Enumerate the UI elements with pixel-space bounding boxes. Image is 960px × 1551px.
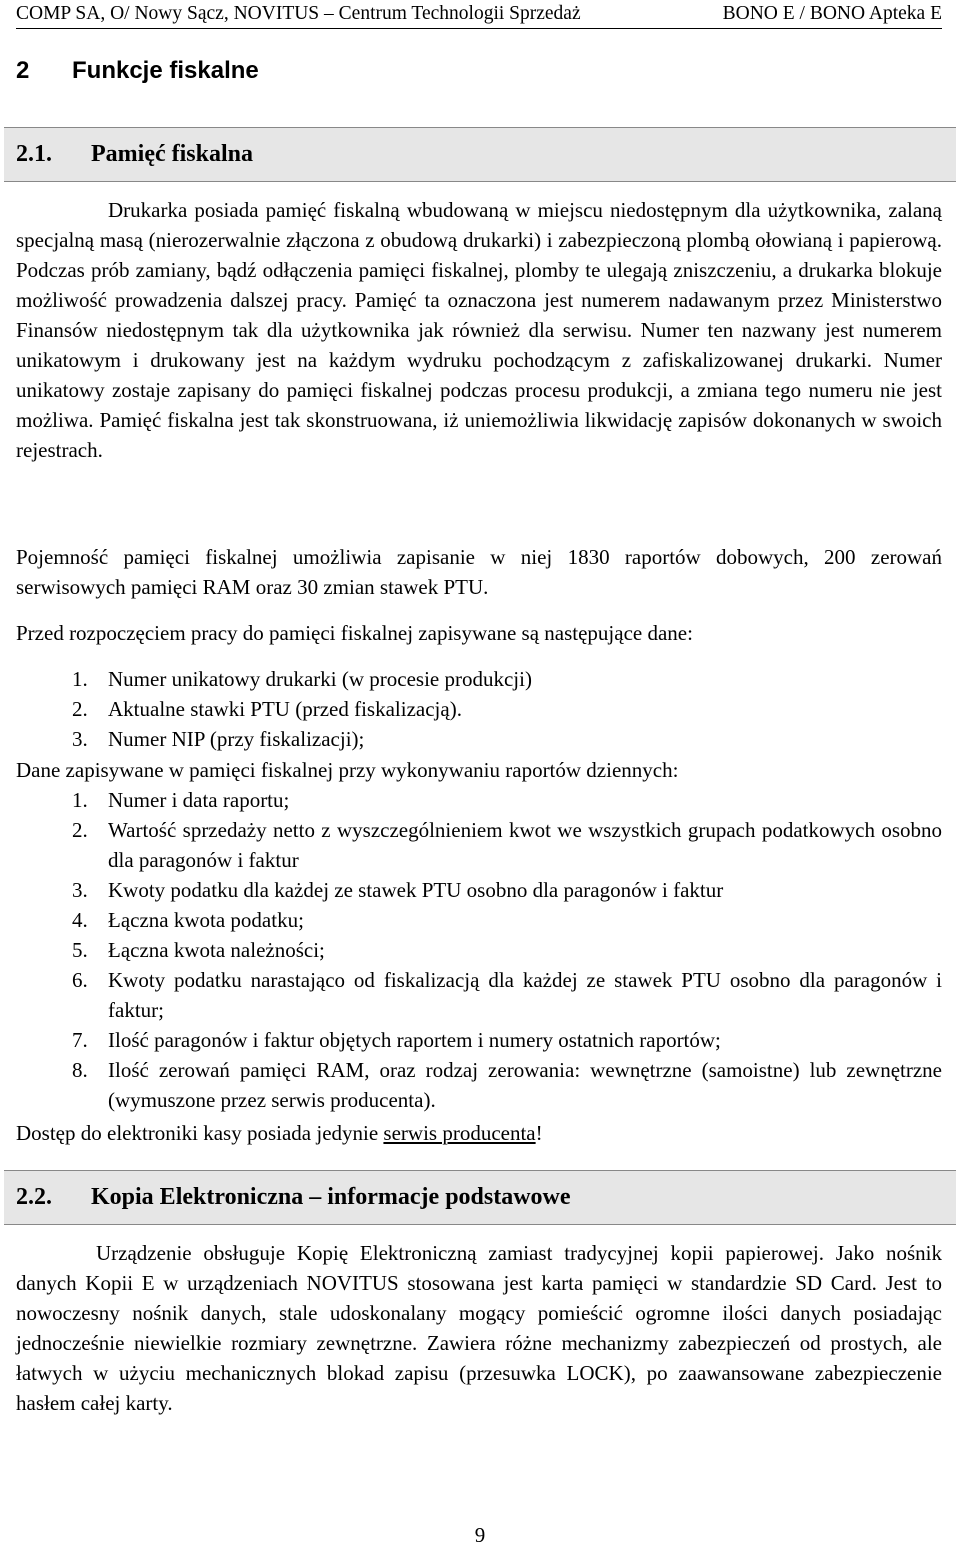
list-item-text: Numer i data raportu; xyxy=(108,788,290,812)
paragraph-electronic-copy: Urządzenie obsługuje Kopię Elektroniczną zamiast tradycyjnej kopii papierowej. Jako nośnik danych Kopii E w urządzeniach NOVITUS stosowana jest karta pamięci w standardzie SD Card. Jest to nowoczesny nośnik danych, stale udoskonalany mogący pomieścić ogromne ilości danych posiadając jednocześnie niewielkie rozmiary zewnętrzne. Zawiera różne mechanizmy zabezpieczeń od prostych, ale łatwych w użyciu mechanicznych blokad zapisu (przesuwka LOCK), po zaawansowane zabezpieczenie hasłem całej karty. xyxy=(16,1241,942,1415)
chapter-heading xyxy=(16,56,259,86)
section-title: Pamięć fiskalna xyxy=(91,141,253,167)
list-item-text: Łączna kwota należności; xyxy=(108,938,325,962)
list-item-number: 5. xyxy=(72,938,88,962)
paragraph-before-work: Przed rozpoczęciem pracy do pamięci fiskalnej zapisywane są następujące dane: xyxy=(16,621,693,645)
list-item-text: Kwoty podatku narastająco od fiskalizacją dla każdej ze stawek PTU osobno dla paragonów i faktur; xyxy=(108,968,942,1022)
list-item-number: 1. xyxy=(72,667,88,691)
list-item-number: 6. xyxy=(72,968,88,992)
list-item xyxy=(16,664,942,694)
chapter-number: 2 xyxy=(16,57,30,84)
list-item-text: Aktualne stawki PTU (przed fiskalizacją). xyxy=(108,697,462,721)
list-item-text: Numer NIP (przy fiskalizacji); xyxy=(108,727,365,751)
list-item xyxy=(16,935,942,965)
section-number: 2.1. xyxy=(16,141,52,167)
section-heading-2-2 xyxy=(4,1170,956,1225)
list-item-text: Łączna kwota podatku; xyxy=(108,908,304,932)
list-item-text: Ilość paragonów i faktur objętych raportem i numery ostatnich raportów; xyxy=(108,1028,721,1052)
chapter-title: Funkcje fiskalne xyxy=(72,57,259,84)
running-header xyxy=(16,2,942,29)
section-title: Kopia Elektroniczna – informacje podstawowe xyxy=(91,1184,571,1210)
list-item-number: 2. xyxy=(72,697,88,721)
list-item xyxy=(16,875,942,905)
section-number: 2.2. xyxy=(16,1184,52,1210)
list-item xyxy=(16,785,942,815)
list-initial-data xyxy=(16,664,942,754)
list-item xyxy=(16,965,942,1025)
header-right: BONO E / BONO Apteka E xyxy=(722,3,942,24)
list-item xyxy=(16,724,942,754)
list-item-text: Ilość zerowań pamięci RAM, oraz rodzaj zerowania: wewnętrzne (samoistne) lub zewnętrzne (wymuszone przez serwis producenta). xyxy=(108,1058,942,1112)
paragraph-capacity: Pojemność pamięci fiskalnej umożliwia zapisanie w niej 1830 raportów dobowych, 200 zerowań serwisowych pamięci RAM oraz 30 zmian stawek PTU. xyxy=(16,545,942,599)
list-item-number: 3. xyxy=(72,727,88,751)
list-item-number: 2. xyxy=(72,818,88,842)
list-item-number: 8. xyxy=(72,1058,88,1082)
list-item-number: 7. xyxy=(72,1028,88,1052)
list-item xyxy=(16,1025,942,1055)
header-left: COMP SA, O/ Nowy Sącz, NOVITUS – Centrum Technologii Sprzedaż xyxy=(16,3,581,24)
service-link[interactable]: serwis producenta xyxy=(383,1121,536,1145)
page-number: 9 xyxy=(474,1523,486,1547)
list-item-text: Wartość sprzedaży netto z wyszczególnieniem kwot we wszystkich grupach podatkowych osobno dla paragonów i faktur xyxy=(108,818,942,872)
section-heading-2-1 xyxy=(4,127,956,182)
list-item-number: 3. xyxy=(72,878,88,902)
list-item xyxy=(16,1055,942,1115)
list-item xyxy=(16,905,942,935)
list-item-text: Kwoty podatku dla każdej ze stawek PTU osobno dla paragonów i faktur xyxy=(108,878,724,902)
list-item-text: Numer unikatowy drukarki (w procesie produkcji) xyxy=(108,667,532,691)
list-item xyxy=(16,815,942,875)
paragraph-access: Dostęp do elektroniki kasy posiada jedynie serwis producenta! xyxy=(16,1121,543,1145)
paragraph-daily-reports: Dane zapisywane w pamięci fiskalnej przy wykonywaniu raportów dziennych: xyxy=(16,758,679,782)
list-item-number: 4. xyxy=(72,908,88,932)
list-item xyxy=(16,694,942,724)
list-item-number: 1. xyxy=(72,788,88,812)
list-daily-report-data xyxy=(16,785,942,1115)
paragraph-fiscal-memory: Drukarka posiada pamięć fiskalną wbudowaną w miejscu niedostępnym dla użytkownika, zalaną specjalną masą (nierozerwalnie złączona z obudową drukarki) i zabezpieczoną plombą ołowianą i papierową. Podczas prób zamiany, bądź odłączenia pamięci fiskalnej, plomby te ulegają zniszczeniu, a drukarka blokuje możliwość prowadzenia dalszej pracy. Pamięć ta oznaczona jest numerem nadawanym przez Ministerstwo Finansów niedostępnym tak dla użytkownika jak również dla serwisu. Numer ten nazwany jest numerem unikatowym i drukowany jest na każdym wydruku pochodzącym z zafiskalizowanej drukarki. Numer unikatowy zostaje zapisany do pamięci fiskalnej podczas procesu produkcji, a zmiana tego numeru nie jest możliwa. Pamięć fiskalna jest tak skonstruowana, iż uniemożliwia likwidację zapisów dokonanych w swoich rejestrach. xyxy=(16,198,942,462)
